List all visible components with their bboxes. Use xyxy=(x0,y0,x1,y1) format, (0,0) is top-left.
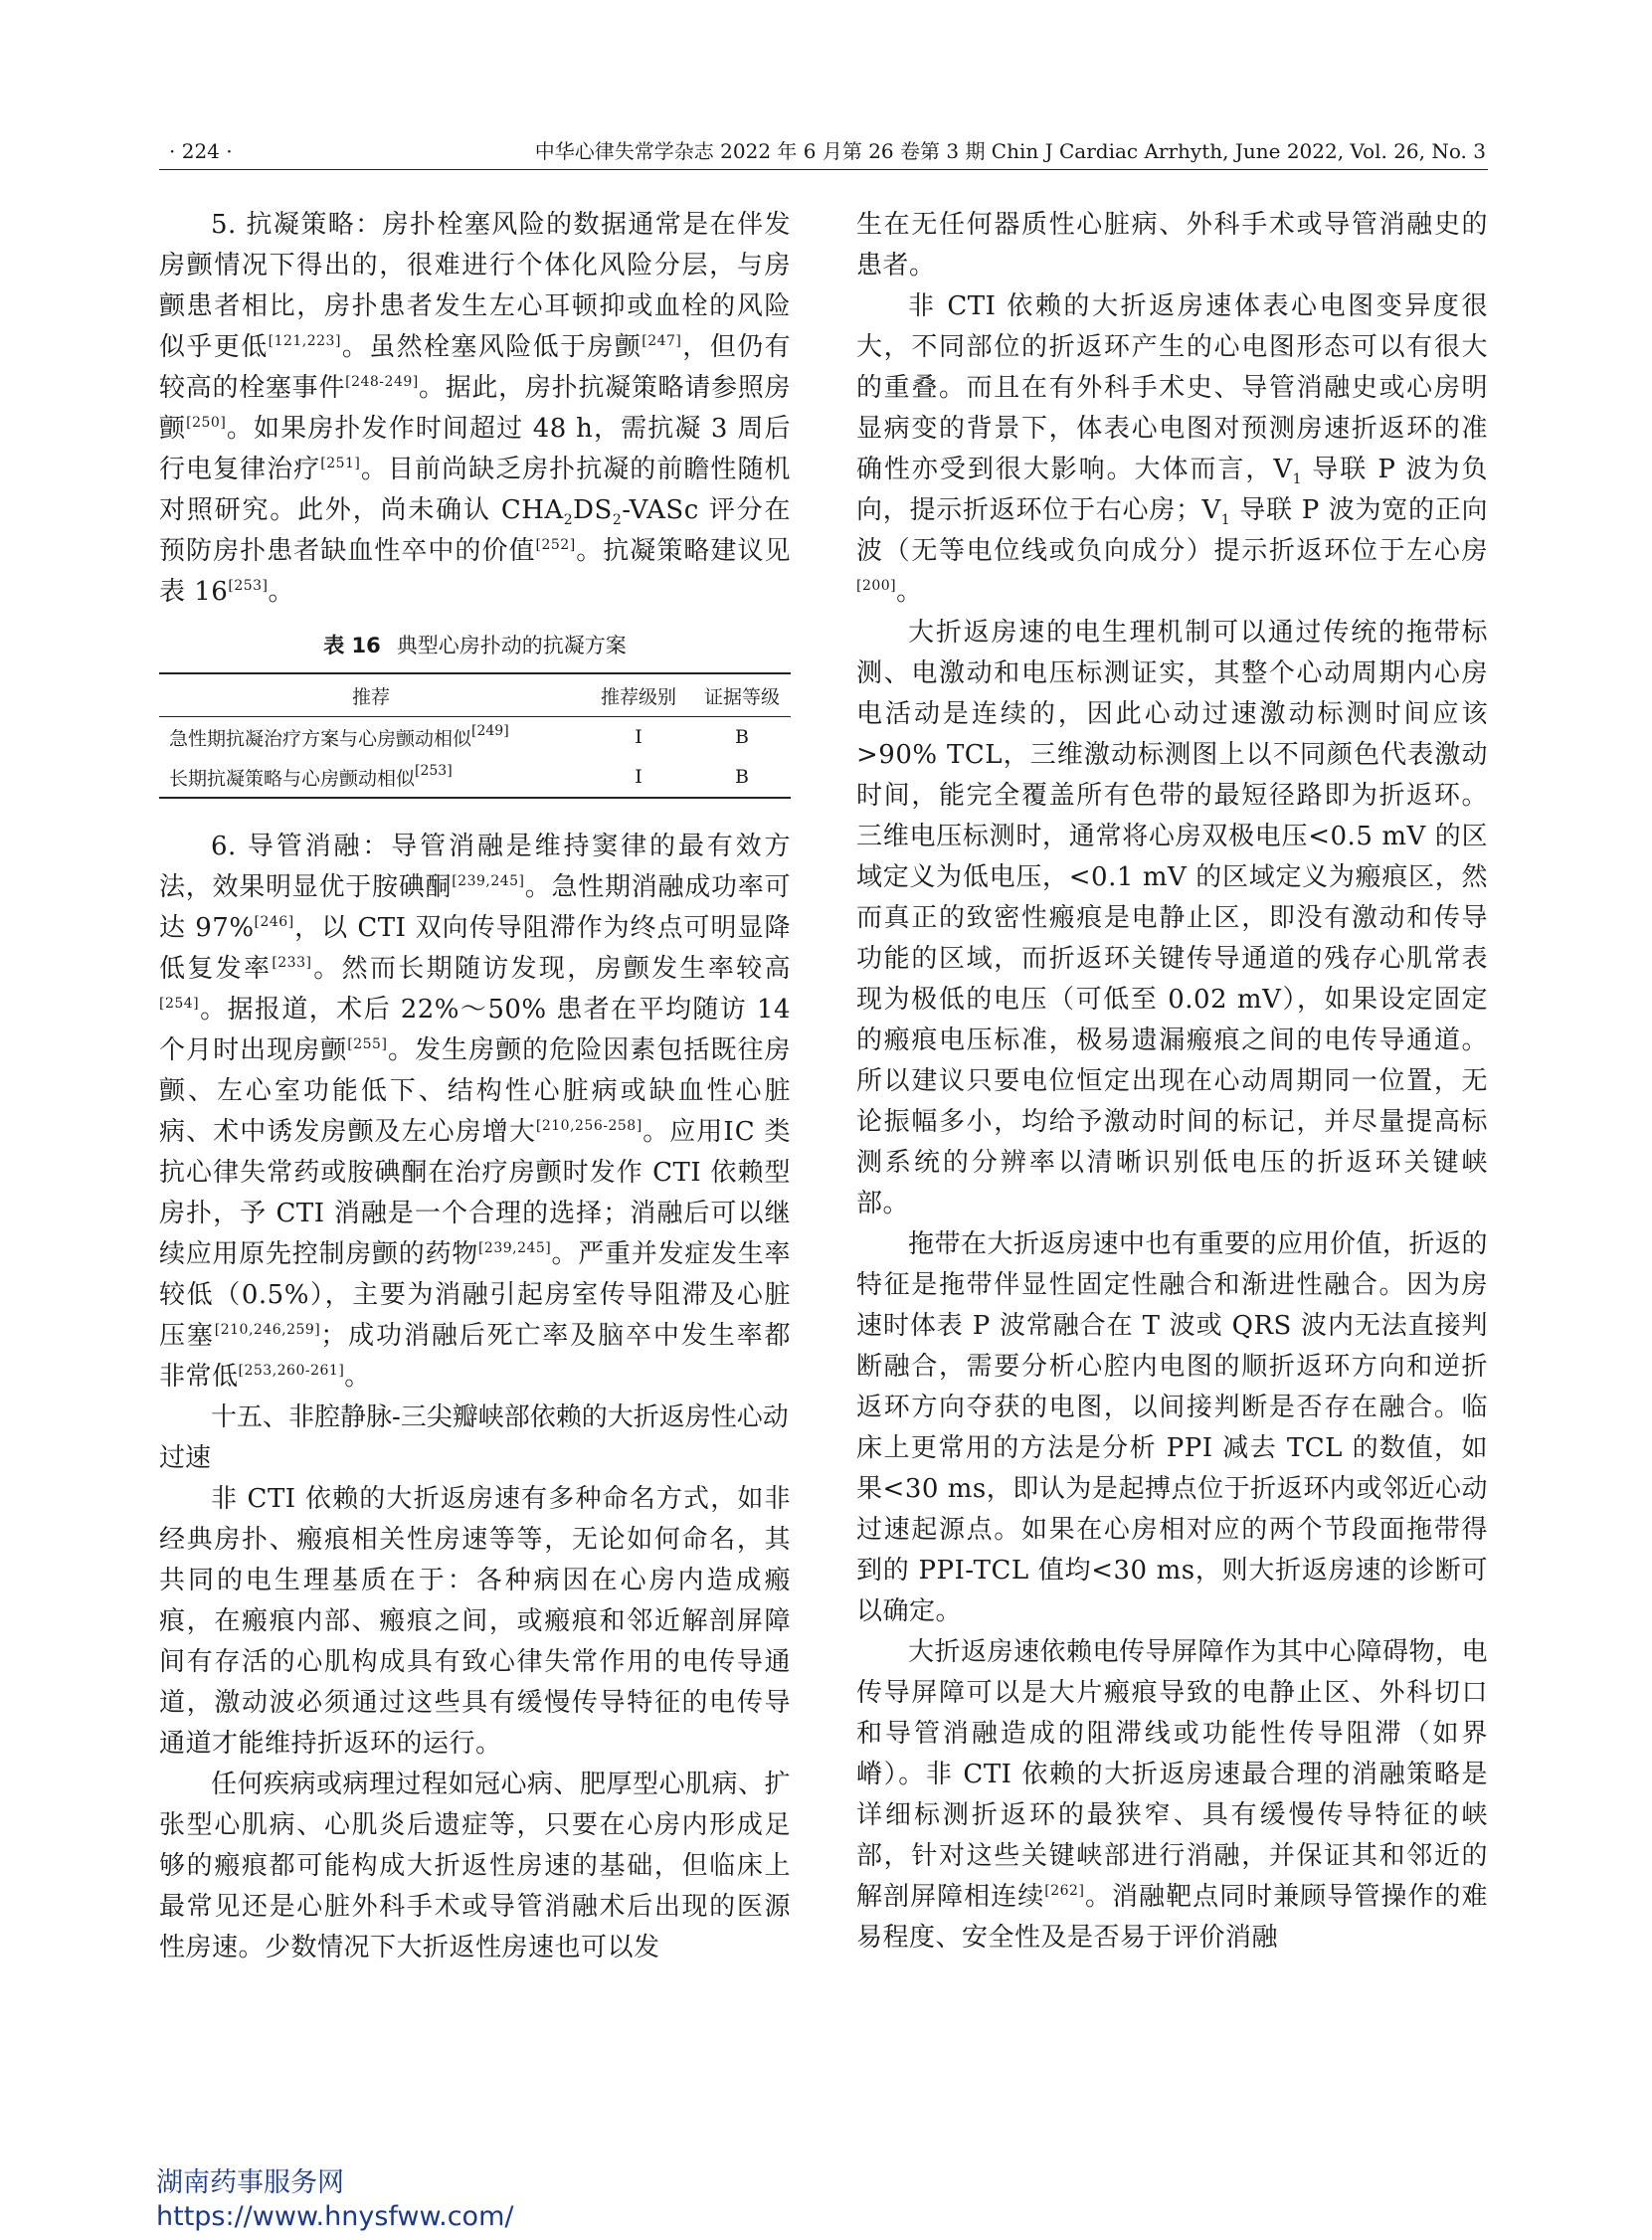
paragraph-non-cti-definition: 非 CTI 依赖的大折返房速有多种命名方式，如非经典房扑、瘢痕相关性房速等等，无论如何命名，其共同的电生理基质在于：各种病因在心房内造成瘢痕，在瘢痕内部、瘢痕之间，或瘢痕和邻近解剖屏障间有存活的心肌构成具有致心律失常作用的电传导通道，激动波必须通过这些具有缓慢传导特征的电传导通道才能维持折返环的运行。 xyxy=(159,1484,791,1759)
paragraph-mapping: 大折返房速的电生理机制可以通过传统的拖带标测、电激动和电压标测证实，其整个心动周期内心房电活动是连续的，因此心动过速激动标测时间应该>90% TCL，三维激动标测图上以不同颜色代表激动时间，能完全覆盖所有色带的最短径路即为折返环。三维电压标测时，通常将心房双极电压<0.5 mV 的区域定义为低电压，<0.1 mV 的区域定义为瘢痕区，然而真正的致密性瘢痕是电静止区，即没有激动和传导功能的区域，而折返环关键传导通道的残存心肌常表现为极低的电压（可低至 0.02 mV），如果设定固定的瘢痕电压标准，极易遗漏瘢痕之间的电传导通道。所以建议只要电位恒定出现在心动周期同一位置，无论振幅多小，均给予激动时间的标记，并尽量提高标测系统的分辨率以清晰识别低电压的折返环关键峡部。 xyxy=(856,618,1488,1218)
table-header-level: 推荐级别 xyxy=(584,673,693,717)
journal-citation: 中华心律失常学杂志 2022 年 6 月第 26 卷第 3 期 Chin J Cardiac Arrhyth, June 2022, Vol. 26, No. 3 xyxy=(534,139,1486,163)
left-column xyxy=(159,205,791,1968)
watermark-url: https://www.hnysfww.com/ xyxy=(156,2201,514,2232)
table-header-row xyxy=(159,673,791,717)
table-cell-level: Ⅰ xyxy=(635,766,642,788)
table-row xyxy=(159,717,791,758)
table-cell-recommendation: 急性期抗凝治疗方案与心房颤动相似[249] xyxy=(169,722,509,750)
table-cell-level: Ⅰ xyxy=(635,726,642,748)
table-title: 典型心房扑动的抗凝方案 xyxy=(396,634,627,657)
table-header-evidence: 证据等级 xyxy=(693,673,791,717)
page-header xyxy=(159,133,1488,170)
table-cell-recommendation: 长期抗凝策略与心房颤动相似[253] xyxy=(169,762,453,790)
table-cell-evidence: B xyxy=(735,766,749,788)
paragraph-entrainment: 拖带在大折返房速中也有重要的应用价值，折返的特征是拖带伴显性固定性融合和渐进性融合。因为房速时体表 P 波常融合在 T 波或 QRS 波内无法直接判断融合，需要分析心腔内电图的顺折返环方向和逆折返环方向夺获的电图，以间接判断是否存在融合。临床上更常用的方法是分析 PPI 减去 TCL 的数值，如果<30 ms，即认为是起搏点位于折返环内或邻近心动过速起源点。如果在心房相对应的两个节段面拖带得到的 PPI-TCL 值均<30 ms，则大折返房速的诊断可以确定。 xyxy=(856,1229,1489,1626)
watermark xyxy=(156,2166,513,2234)
table-number: 表 16 xyxy=(323,634,381,657)
paragraph-catheter-ablation: 6. 导管消融：导管消融是维持窦律的最有效方法，效果明显优于胺碘酮[239,245]。急性期消融成功率可达 97%[246]，以 CTI 双向传导阻滞作为终点可明显降低复发率[233]。然而长期随访发现，房颤发生率较高[254]。据报道，术后 22%～50% 患者在平均随访 14 个月时出现房颤[255]。发生房颤的危险因素包括既往房颤、左心室功能低下、结构性心脏病或缺血性心脏病、术中诱发房颤及左心房增大[210,256-258]。应用ⅠC 类抗心律失常药或胺碘酮在治疗房颤时发作 CTI 依赖型房扑，予 CTI 消融是一个合理的选择；消融后可以继续应用原先控制房颤的药物[239,245]。严重并发症发生率较低（0.5%），主要为消融引起房室传导阻滞及心脏压塞[210,246,259]；成功消融后死亡率及脑卒中发生率都非常低[253,260-261]。 xyxy=(159,832,791,1392)
page-number: · 224 · xyxy=(169,139,233,163)
section-heading: 十五、非腔静脉-三尖瓣峡部依赖的大折返房性心动过速 xyxy=(159,1402,789,1473)
table-row xyxy=(159,757,791,798)
paragraph-continued: 生在无任何器质性心脏病、外科手术或导管消融史的患者。 xyxy=(856,210,1488,280)
paragraph-anticoagulation: 5. 抗凝策略：房扑栓塞风险的数据通常是在伴发房颤情况下得出的，很难进行个体化风险分层，与房颤患者相比，房扑患者发生左心耳顿抑或血栓的风险似乎更低[121,223]。虽然栓塞风险低于房颤[247]，但仍有较高的栓塞事件[248-249]。据此，房扑抗凝策略请参照房颤[250]。如果房扑发作时间超过 48 h，需抗凝 3 周后行电复律治疗[251]。目前尚缺乏房扑抗凝的前瞻性随机对照研究。此外，尚未确认 $CHA_2DS_2$-VASc 评分在预防房扑患者缺血性卒中的价值[252]。抗凝策略建议见表 16[253]。 xyxy=(159,210,792,607)
table-header-recommendation: 推荐 xyxy=(159,673,584,717)
table-cell-evidence: B xyxy=(735,726,749,748)
watermark-name: 湖南药事服务网 xyxy=(156,2167,344,2198)
paragraph-ecg: 非 CTI 依赖的大折返房速体表心电图变异度很大，不同部位的折返环产生的心电图形态可以有很大的重叠。而且在有外科手术史、导管消融史或心房明显病变的背景下，体表心电图对预测房速折返环的准确性亦受到很大影响。大体而言，$V_1$ 导联 P 波为负向，提示折返环位于右心房；$V_1$ 导联 P 波为宽的正向波（无等电位线或负向成分）提示折返环位于左心房[200]。 xyxy=(856,291,1489,607)
right-column xyxy=(856,205,1488,1959)
paragraph-etiology: 任何疾病或病理过程如冠心病、肥厚型心肌病、扩张型心肌病、心肌炎后遗症等，只要在心房内形成足够的瘢痕都可能构成大折返性房速的基础，但临床上最常见还是心脏外科手术或导管消融术后出现的医源性房速。少数情况下大折返性房速也可以发 xyxy=(159,1770,792,1962)
paragraph-ablation-strategy: 大折返房速依赖电传导屏障作为其中心障碍物，电传导屏障可以是大片瘢痕导致的电静止区、外科切口和导管消融造成的阻滞线或功能性传导阻滞（如界嵴）。非 CTI 依赖的大折返房速最合理的消融策略是详细标测折返环的最狭窄、具有缓慢传导特征的峡部，针对这些关键峡部进行消融，并保证其和邻近的解剖屏障相连续[262]。消融靶点同时兼顾导管操作的难易程度、安全性及是否易于评价消融 xyxy=(856,1637,1489,1953)
anticoagulation-table xyxy=(159,672,791,799)
table-caption xyxy=(159,631,791,660)
